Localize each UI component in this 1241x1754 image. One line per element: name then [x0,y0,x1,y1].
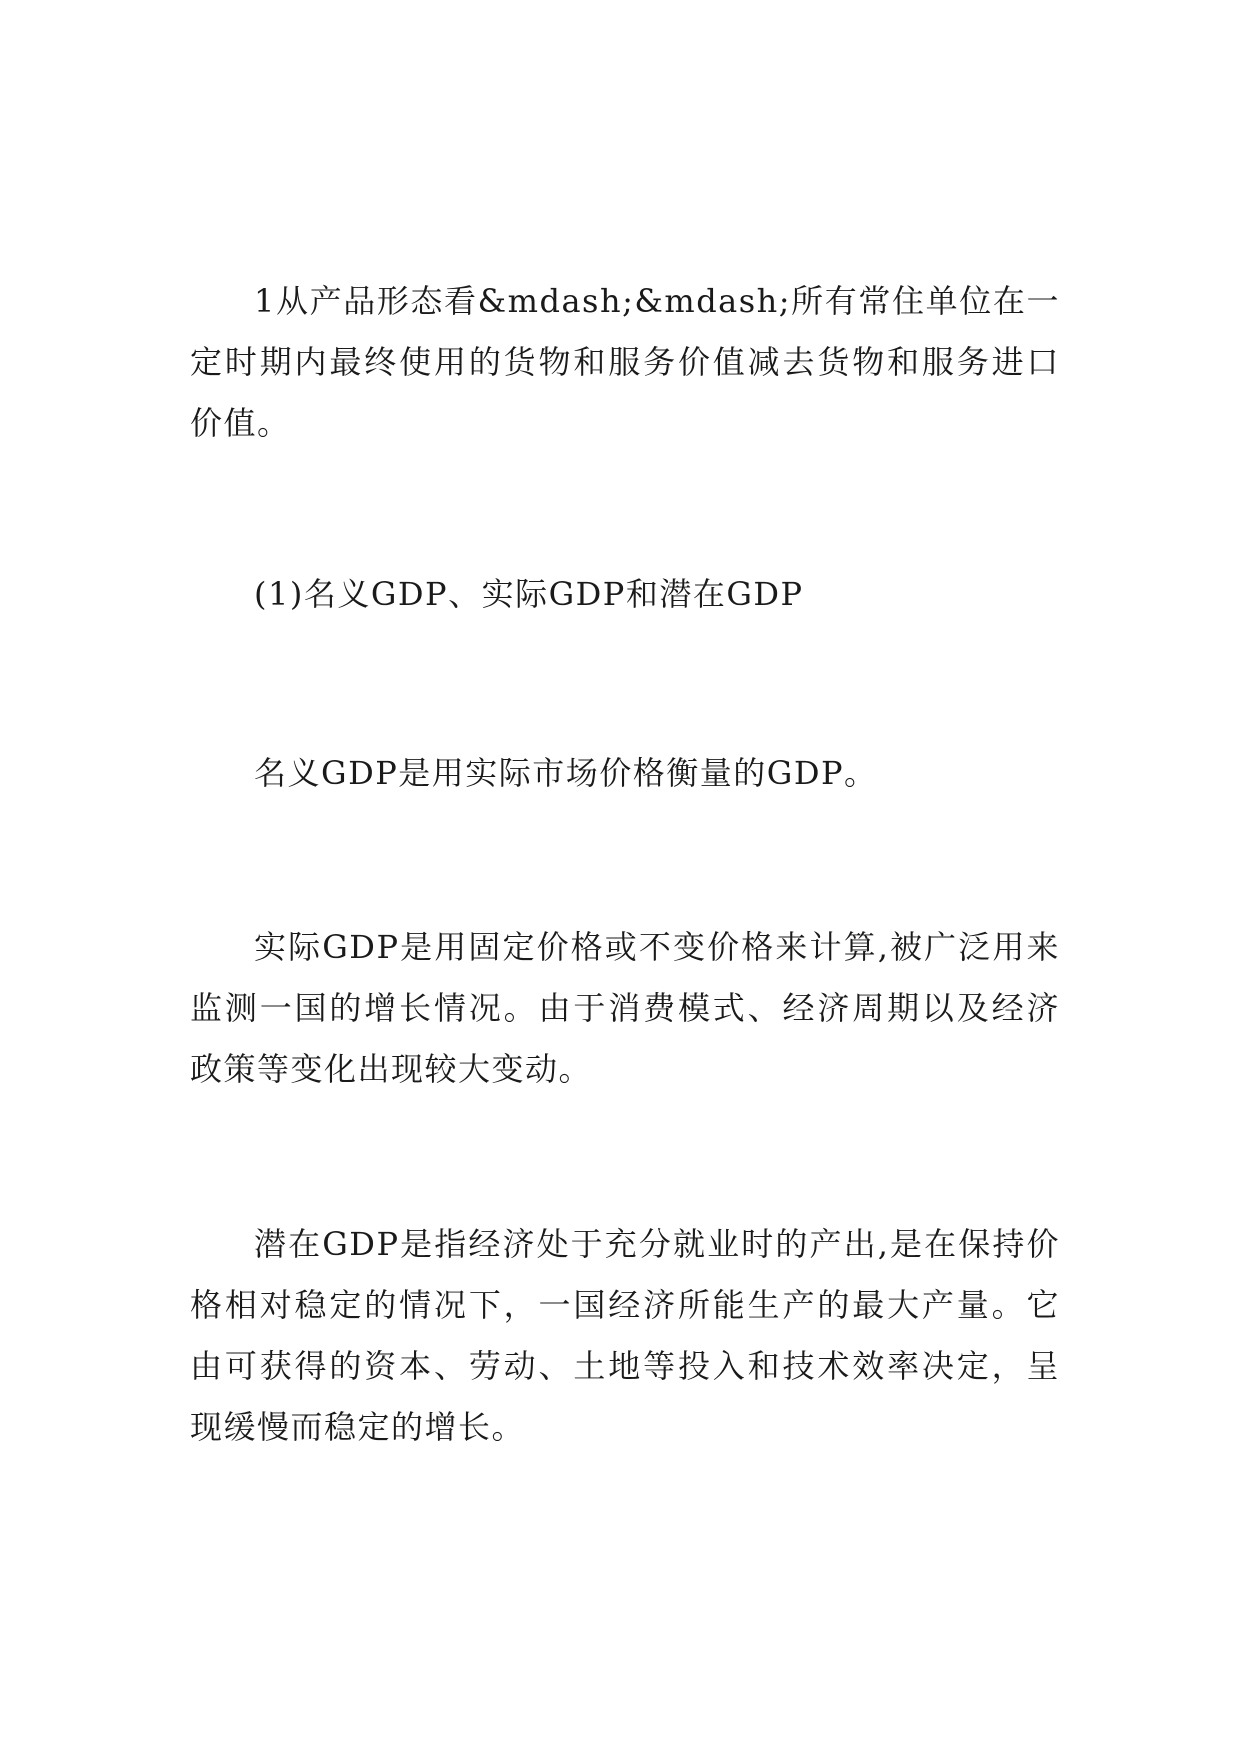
paragraph-nominal-gdp: 名义GDP是用实际市场价格衡量的GDP。 [254,754,878,792]
section-heading-gdp-types: (1)名义GDP、实际GDP和潜在GDP [254,575,804,613]
paragraph-real-gdp: 实际GDP是用固定价格或不变价格来计算,被广泛用来监测一国的增长情况。由于消费模式、经济周期以及经济政策等变化出现较大变动。 [190,928,1060,1088]
paragraph-gdp-product-form: 1从产品形态看&mdash;&mdash;所有常住单位在一定时期内最终使用的货物和服务价值减去货物和服务进口价值。 [190,282,1060,442]
paragraph-potential-gdp: 潜在GDP是指经济处于充分就业时的产出,是在保持价格相对稳定的情况下，一国经济所能生产的最大产量。它由可获得的资本、劳动、土地等投入和技术效率决定，呈现缓慢而稳定的增长。 [190,1225,1060,1446]
